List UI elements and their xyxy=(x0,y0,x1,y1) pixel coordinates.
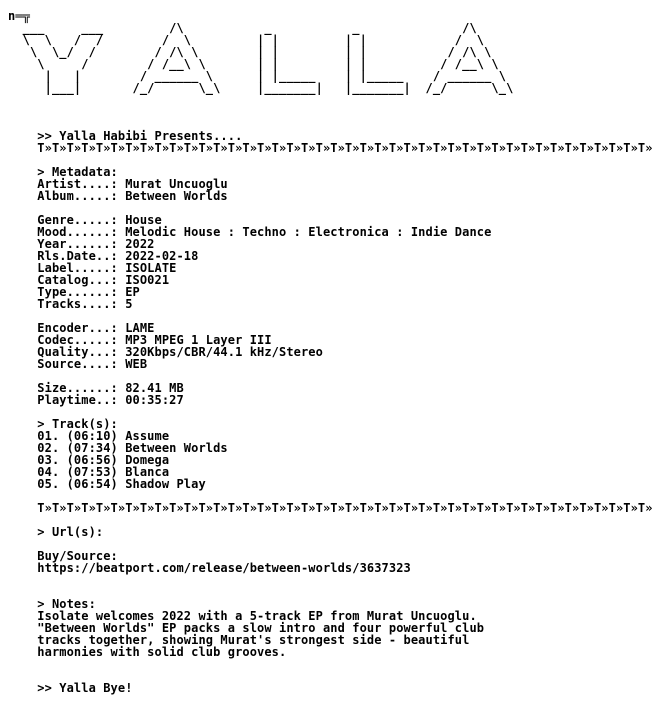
track-row: 05. (06:54) Shadow Play xyxy=(8,477,206,491)
year-line: Year......: 2022 xyxy=(8,237,155,251)
buy-source-label: Buy/Source: xyxy=(8,549,118,563)
divider-line: T»T»T»T»T»T»T»T»T»T»T»T»T»T»T»T»T»T»T»T»T»T»T»T»T»T»T»T»T»T»T»T»T»T»T»T»T»T»T»T»T»T» xyxy=(8,501,653,515)
track-row: 04. (07:53) Blanca xyxy=(8,465,170,479)
notes-heading: > Notes: xyxy=(8,597,96,611)
notes-line: harmonies with solid club grooves. xyxy=(8,645,287,659)
blank-line xyxy=(8,514,653,526)
nfo-line-1: n═╦ xyxy=(8,9,30,23)
divider-line: T»T»T»T»T»T»T»T»T»T»T»T»T»T»T»T»T»T»T»T»T»T»T»T»T»T»T»T»T»T»T»T»T»T»T»T»T»T»T»T»T»T» xyxy=(8,141,653,155)
logo-line-3: \ \_/ / / /\ \ | | | | / /\ \ xyxy=(8,45,492,59)
logo-line-4: \ / / /__\ \ | | | | / /__\ \ xyxy=(8,57,499,71)
size-line: Size......: 82.41 MB xyxy=(8,381,184,395)
track-row: 01. (06:10) Assume xyxy=(8,429,170,443)
source-line: Source....: WEB xyxy=(8,357,148,371)
blank-line xyxy=(8,586,653,598)
tracks-heading: > Track(s): xyxy=(8,417,118,431)
metadata-heading: > Metadata: xyxy=(8,165,118,179)
artist-line: Artist....: Murat Uncuoglu xyxy=(8,177,228,191)
playtime-line: Playtime..: 00:35:27 xyxy=(8,393,184,407)
codec-line: Codec.....: MP3 MPEG 1 Layer III xyxy=(8,333,272,347)
blank-line xyxy=(8,574,653,586)
album-line: Album.....: Between Worlds xyxy=(8,189,228,203)
release-date-line: Rls.Date..: 2022-02-18 xyxy=(8,249,199,263)
urls-heading: > Url(s): xyxy=(8,525,104,539)
blank-line xyxy=(8,106,653,118)
nfo-text xyxy=(8,10,653,694)
closing-line: >> Yalla Bye! xyxy=(8,681,133,695)
label-line: Label.....: ISOLATE xyxy=(8,261,177,275)
logo-line-1: ___ ___ /\ _ _ /\ xyxy=(8,21,477,35)
tracks-count-line: Tracks....: 5 xyxy=(8,297,133,311)
encoder-line: Encoder...: LAME xyxy=(8,321,155,335)
presents-line: >> Yalla Habibi Presents.... xyxy=(8,129,243,143)
genre-line: Genre.....: House xyxy=(8,213,162,227)
notes-line: Isolate welcomes 2022 with a 5-track EP from Murat Uncuoglu. xyxy=(8,609,477,623)
notes-line: "Between Worlds" EP packs a slow intro and four powerful club xyxy=(8,621,485,635)
logo-line-6: |___| /_/ \_\ |_______| |_______| /_/ \_\ xyxy=(8,81,514,95)
catalog-line: Catalog...: ISO021 xyxy=(8,273,170,287)
logo-line-2: \ \ / / / \ | | | | / \ xyxy=(8,33,485,47)
type-line: Type......: EP xyxy=(8,285,140,299)
blank-line xyxy=(8,658,653,670)
track-row: 03. (06:56) Domega xyxy=(8,453,170,467)
buy-source-url: https://beatport.com/release/between-worlds/3637323 xyxy=(8,561,411,575)
track-row: 02. (07:34) Between Worlds xyxy=(8,441,228,455)
mood-line: Mood......: Melodic House : Techno : Electronica : Indie Dance xyxy=(8,225,492,239)
logo-line-5: | | / ______ \ | |_____ | |_____ / ______ \ xyxy=(8,69,507,83)
notes-line: tracks together, showing Murat's strongest side - beautiful xyxy=(8,633,470,647)
quality-line: Quality...: 320Kbps/CBR/44.1 kHz/Stereo xyxy=(8,345,323,359)
blank-line xyxy=(8,94,653,106)
